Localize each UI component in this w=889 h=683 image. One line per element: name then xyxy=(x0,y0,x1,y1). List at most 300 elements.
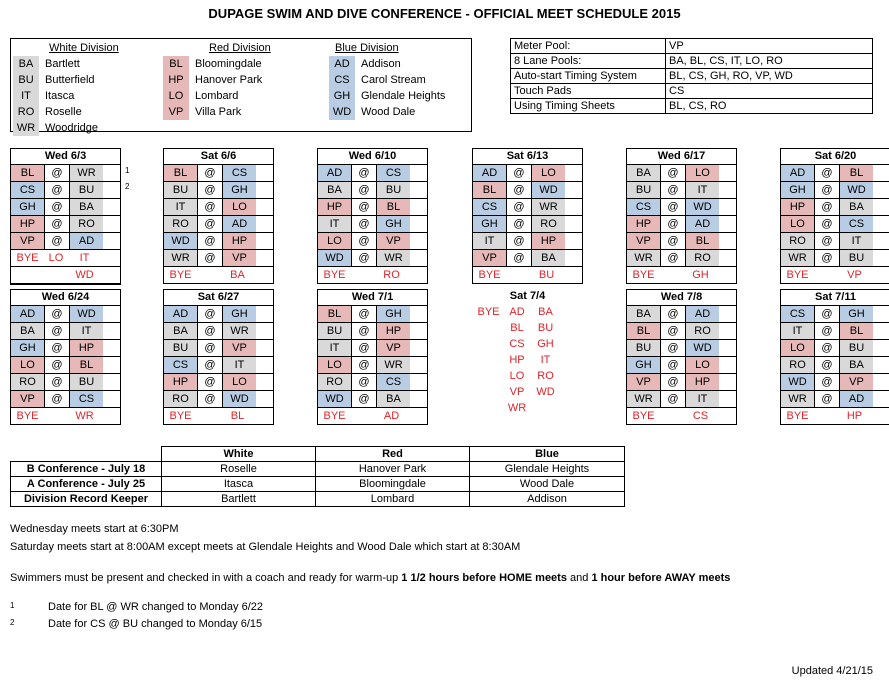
meet-team: VP xyxy=(377,233,410,249)
meet-team: VP xyxy=(377,340,410,356)
meet-at: @ xyxy=(507,216,532,232)
team-abbr: WR xyxy=(13,120,39,136)
meet-team: CS xyxy=(473,199,507,215)
meet-row xyxy=(318,323,427,340)
meet-at: LO xyxy=(48,252,64,264)
meet-row xyxy=(11,165,120,182)
meet-at: @ xyxy=(661,306,686,322)
meet-team: BU xyxy=(537,322,554,334)
meet-row xyxy=(11,199,120,216)
meet-team: WR xyxy=(164,250,198,266)
meet-team: BYE xyxy=(632,410,655,422)
legend-team xyxy=(163,104,313,120)
meet-team: AD xyxy=(686,306,719,322)
meet-team: WD xyxy=(223,391,256,407)
conference-label: Division Record Keeper xyxy=(11,492,162,507)
facility-row xyxy=(511,39,873,54)
meet-at: AD xyxy=(509,306,525,318)
meet-team: HP xyxy=(686,374,719,390)
meet-row xyxy=(164,357,273,374)
meet-row xyxy=(11,250,120,267)
meet-team: CS xyxy=(627,199,661,215)
meet-team: RO xyxy=(781,357,815,373)
meet-row xyxy=(781,357,889,374)
meet-row xyxy=(781,408,889,424)
meet-team: WR xyxy=(377,250,410,266)
meet-at xyxy=(814,408,838,424)
meet-team: WR xyxy=(532,199,565,215)
meet-row xyxy=(472,368,583,384)
week-date: Wed 6/3 xyxy=(11,149,120,165)
division-legend xyxy=(10,38,472,132)
meet-team xyxy=(11,267,44,283)
legend-team xyxy=(163,88,313,104)
meet-team: IT xyxy=(318,340,352,356)
week-schedule xyxy=(163,289,274,425)
meet-team: IT xyxy=(318,216,352,232)
meet-team: LO xyxy=(781,216,815,232)
meet-row xyxy=(473,199,582,216)
meet-row xyxy=(472,336,583,352)
meet-row xyxy=(11,391,120,408)
conference-value: Hanover Park xyxy=(316,462,470,477)
meet-row xyxy=(318,165,427,182)
meet-row xyxy=(473,267,582,283)
meet-row xyxy=(781,165,889,182)
meet-team: BU xyxy=(164,340,198,356)
meet-team: IT xyxy=(473,233,507,249)
meet-at: @ xyxy=(815,233,840,249)
week-schedule xyxy=(10,148,130,285)
facility-value: CS xyxy=(666,84,873,99)
meet-team: BYE xyxy=(16,252,39,264)
meet-team: BA xyxy=(377,391,410,407)
meet-at: @ xyxy=(352,216,377,232)
meet-team: IT xyxy=(686,391,719,407)
meet-at xyxy=(660,267,684,283)
conference-label: A Conference - July 25 xyxy=(11,477,162,492)
meet-team: BYE xyxy=(478,269,501,281)
meet-team: VP xyxy=(223,250,256,266)
team-abbr: HP xyxy=(163,72,189,88)
week-schedule xyxy=(780,289,889,425)
meet-row xyxy=(627,408,736,424)
meet-team: VP xyxy=(11,233,45,249)
meet-team: AD xyxy=(473,165,507,181)
warmup-away: 1 hour before AWAY meets xyxy=(591,572,731,584)
legend-team xyxy=(13,56,153,72)
legend-team xyxy=(329,104,469,120)
team-name: Addison xyxy=(361,58,401,70)
team-name: Glendale Heights xyxy=(361,90,446,102)
meet-team: BU xyxy=(70,374,103,390)
meet-team: VP xyxy=(840,374,873,390)
team-abbr: CS xyxy=(329,72,355,88)
meet-team: BA xyxy=(164,323,198,339)
legend-team xyxy=(329,56,469,72)
week-schedule xyxy=(10,289,121,425)
meet-at: @ xyxy=(815,250,840,266)
footnote-2 xyxy=(10,618,263,630)
team-name: Wood Dale xyxy=(361,106,416,118)
meet-team: AD xyxy=(840,391,873,407)
meet-team: IT xyxy=(70,323,103,339)
meet-team: CS xyxy=(70,391,103,407)
meet-at: @ xyxy=(661,165,686,181)
meet-team: GH xyxy=(223,306,256,322)
warmup-note xyxy=(10,572,730,584)
meet-row xyxy=(627,374,736,391)
meet-team: WD xyxy=(318,250,352,266)
meet-row xyxy=(627,250,736,267)
meet-team: BA xyxy=(230,269,245,281)
meet-team: BU xyxy=(377,182,410,198)
meet-at: @ xyxy=(661,391,686,407)
meet-team: GH xyxy=(473,216,507,232)
meet-at: @ xyxy=(198,182,223,198)
meet-team: BYE xyxy=(16,410,39,422)
meet-at: @ xyxy=(352,199,377,215)
week-date: Sat 7/11 xyxy=(781,290,889,306)
warmup-prefix: Swimmers must be present and checked in with a coach and ready for warm-up xyxy=(10,572,402,584)
meet-at: @ xyxy=(198,165,223,181)
meet-team: LO xyxy=(223,374,256,390)
meet-at: @ xyxy=(815,165,840,181)
meet-team xyxy=(472,368,505,384)
meet-team: IT xyxy=(781,323,815,339)
team-name: Lombard xyxy=(195,90,239,102)
week-date: Wed 6/10 xyxy=(318,149,427,165)
week-date: Wed 6/17 xyxy=(627,149,736,165)
meet-team: CS xyxy=(164,357,198,373)
facility-row xyxy=(511,54,873,69)
meet-team: BL xyxy=(230,410,245,422)
meet-at xyxy=(506,267,530,283)
week-date: Sat 6/13 xyxy=(473,149,582,165)
meet-team: IT xyxy=(686,182,719,198)
meet-team: BYE xyxy=(323,269,346,281)
meet-team: LO xyxy=(686,165,719,181)
meet-team: HP xyxy=(70,340,103,356)
team-abbr: AD xyxy=(329,56,355,72)
meet-at: @ xyxy=(198,233,223,249)
meet-team: GH xyxy=(11,340,45,356)
meet-team: WR xyxy=(781,391,815,407)
meet-team: HP xyxy=(11,216,45,232)
meet-at: @ xyxy=(661,233,686,249)
meet-at: @ xyxy=(661,323,686,339)
legend-team xyxy=(163,56,313,72)
meet-team: AD xyxy=(781,165,815,181)
meet-at: LO xyxy=(509,370,525,382)
meet-team: HP xyxy=(532,233,565,249)
meet-team: BL xyxy=(164,165,198,181)
meet-team: RO xyxy=(383,269,400,281)
facility-row xyxy=(511,99,873,114)
week-schedule xyxy=(780,148,889,284)
meet-team: LO xyxy=(686,357,719,373)
week-date: Wed 7/8 xyxy=(627,290,736,306)
meet-team: WD xyxy=(164,233,198,249)
meet-team: WD xyxy=(75,269,94,281)
meet-at: @ xyxy=(45,323,70,339)
meet-row xyxy=(781,233,889,250)
meet-team: WR xyxy=(627,250,661,266)
meet-team: CS xyxy=(223,165,256,181)
meet-team: RO xyxy=(781,233,815,249)
team-name: Villa Park xyxy=(195,106,242,118)
meet-row xyxy=(164,250,273,267)
facility-label: Touch Pads xyxy=(511,84,666,99)
meet-team: BL xyxy=(840,165,873,181)
meet-team: IT xyxy=(223,357,256,373)
meet-at: @ xyxy=(45,306,70,322)
legend-team xyxy=(13,120,153,136)
meet-row xyxy=(781,216,889,233)
meet-team: BYE xyxy=(169,269,192,281)
meet-team: BL xyxy=(318,306,352,322)
meet-row xyxy=(164,374,273,391)
meet-team: GH xyxy=(223,182,256,198)
conf-header-blue: Blue xyxy=(470,447,625,462)
meet-at: @ xyxy=(507,165,532,181)
meet-at: @ xyxy=(198,340,223,356)
meet-team xyxy=(472,320,505,336)
meet-team: VP xyxy=(627,233,661,249)
facility-value: VP xyxy=(666,39,873,54)
meet-row xyxy=(781,199,889,216)
meet-at: @ xyxy=(815,391,840,407)
meet-team: LO xyxy=(318,357,352,373)
meet-team: WD xyxy=(686,340,719,356)
meet-team: BA xyxy=(538,306,553,318)
meet-row xyxy=(318,199,427,216)
meet-at: @ xyxy=(815,357,840,373)
meet-team: VP xyxy=(627,374,661,390)
team-name: Bloomingdale xyxy=(195,58,262,70)
meet-team: BU xyxy=(318,323,352,339)
meet-team: IT xyxy=(164,199,198,215)
meet-at: @ xyxy=(352,357,377,373)
meet-at: @ xyxy=(661,250,686,266)
meet-at: @ xyxy=(352,340,377,356)
meet-team xyxy=(529,400,562,416)
meet-team: IT xyxy=(79,252,90,264)
conf-header-white: White xyxy=(162,447,316,462)
meet-at: @ xyxy=(352,165,377,181)
meet-team: IT xyxy=(840,233,873,249)
meet-at: @ xyxy=(815,323,840,339)
week-date: Wed 7/1 xyxy=(318,290,427,306)
meet-row xyxy=(11,374,120,391)
meet-team: WD xyxy=(532,182,565,198)
meet-team: CS xyxy=(781,306,815,322)
meet-at: @ xyxy=(815,306,840,322)
meet-team: WR xyxy=(223,323,256,339)
meet-team: RO xyxy=(532,216,565,232)
meet-at: @ xyxy=(45,165,70,181)
meet-row xyxy=(781,306,889,323)
meet-row xyxy=(472,384,583,400)
meet-team: BA xyxy=(318,182,352,198)
meet-team: VP xyxy=(11,391,45,407)
team-abbr: IT xyxy=(13,88,39,104)
meet-team: BYE xyxy=(786,410,809,422)
meet-team: CS xyxy=(840,216,873,232)
meet-at: @ xyxy=(198,357,223,373)
meet-at: CS xyxy=(509,338,525,350)
footnote-1-num: 1 xyxy=(10,601,15,610)
meet-row xyxy=(627,323,736,340)
meet-row xyxy=(318,374,427,391)
meet-team: WD xyxy=(686,199,719,215)
meet-team: BYE xyxy=(169,410,192,422)
meet-row xyxy=(473,216,582,233)
legend-team xyxy=(13,88,153,104)
meet-row xyxy=(318,182,427,199)
meet-at: @ xyxy=(198,216,223,232)
saturday-start-note: Saturday meets start at 8:00AM except meets at Glendale Heights and Wood Dale which start at 8:30AM xyxy=(10,541,521,553)
meet-row xyxy=(318,267,427,283)
meet-at: @ xyxy=(45,357,70,373)
meet-row xyxy=(781,182,889,199)
meet-row xyxy=(781,374,889,391)
meet-team: AD xyxy=(223,216,256,232)
meet-team: BA xyxy=(627,165,661,181)
meet-at: @ xyxy=(198,250,223,266)
meet-team: BL xyxy=(377,199,410,215)
meet-team: LO xyxy=(11,357,45,373)
meet-team: HP xyxy=(846,410,863,422)
meet-row xyxy=(318,340,427,357)
meet-row xyxy=(164,182,273,199)
team-name: Butterfield xyxy=(45,74,95,86)
meet-team: CS xyxy=(377,374,410,390)
meet-row xyxy=(781,391,889,408)
meet-row xyxy=(627,216,736,233)
week-date: Sat 7/4 xyxy=(509,290,546,302)
meet-row xyxy=(472,400,583,416)
meet-row xyxy=(164,267,273,283)
meet-at: @ xyxy=(352,323,377,339)
facility-label: Meter Pool: xyxy=(511,39,666,54)
meet-team: WR xyxy=(70,165,103,181)
conference-value: Addison xyxy=(470,492,625,507)
meet-team xyxy=(472,336,505,352)
meet-team: LO xyxy=(781,340,815,356)
meet-at: @ xyxy=(815,199,840,215)
footnote-1-text: Date for BL @ WR changed to Monday 6/22 xyxy=(48,601,263,613)
meet-row xyxy=(781,340,889,357)
meet-team: GH xyxy=(627,357,661,373)
meet-team: CS xyxy=(11,182,45,198)
meet-row xyxy=(11,267,120,284)
meet-at: @ xyxy=(661,199,686,215)
warmup-mid: and xyxy=(566,572,592,584)
meet-team: AD xyxy=(11,306,45,322)
meet-at: @ xyxy=(352,233,377,249)
meet-row xyxy=(164,340,273,357)
meet-at: @ xyxy=(198,391,223,407)
meet-team: LO xyxy=(223,199,256,215)
meet-team: HP xyxy=(223,233,256,249)
meet-at: @ xyxy=(45,374,70,390)
meet-team: BL xyxy=(627,323,661,339)
meet-team: WR xyxy=(627,391,661,407)
meet-team: WD xyxy=(318,391,352,407)
week-date: Sat 6/27 xyxy=(164,290,273,306)
meet-at: @ xyxy=(198,323,223,339)
conference-table xyxy=(10,446,625,507)
meet-row xyxy=(318,357,427,374)
page-title: DUPAGE SWIM AND DIVE CONFERENCE - OFFICIAL MEET SCHEDULE 2015 xyxy=(208,6,681,21)
meet-team: BL xyxy=(686,233,719,249)
meet-row xyxy=(318,408,427,424)
meet-team: RO xyxy=(164,391,198,407)
meet-row xyxy=(164,306,273,323)
team-abbr: LO xyxy=(163,88,189,104)
meet-at: @ xyxy=(45,182,70,198)
facility-row xyxy=(511,69,873,84)
facility-value: BL, CS, GH, RO, VP, WD xyxy=(666,69,873,84)
meet-team: BA xyxy=(840,357,873,373)
red-division xyxy=(163,40,313,120)
meet-team: BL xyxy=(70,357,103,373)
meet-row xyxy=(318,233,427,250)
meet-at xyxy=(197,408,221,424)
meet-team: HP xyxy=(781,199,815,215)
team-name: Carol Stream xyxy=(361,74,426,86)
meet-row xyxy=(473,182,582,199)
meet-team: BA xyxy=(70,199,103,215)
week-schedule xyxy=(317,148,428,284)
meet-at: @ xyxy=(45,233,70,249)
meet-team: RO xyxy=(686,323,719,339)
meet-team: WD xyxy=(840,182,873,198)
meet-at: @ xyxy=(661,182,686,198)
footnote-marker: 1 xyxy=(125,166,130,175)
meet-team: BA xyxy=(11,323,45,339)
meet-team: RO xyxy=(70,216,103,232)
team-abbr: BU xyxy=(13,72,39,88)
team-abbr: VP xyxy=(163,104,189,120)
meet-at xyxy=(44,408,68,424)
legend-team xyxy=(163,72,313,88)
team-abbr: BA xyxy=(13,56,39,72)
meet-team: BL xyxy=(840,323,873,339)
meet-at: @ xyxy=(661,340,686,356)
meet-team: VP xyxy=(847,269,862,281)
meet-row xyxy=(473,233,582,250)
meet-at: @ xyxy=(815,374,840,390)
facility-label: Auto-start Timing System xyxy=(511,69,666,84)
meet-team: BA xyxy=(532,250,565,266)
conference-value: Lombard xyxy=(316,492,470,507)
meet-row xyxy=(627,306,736,323)
meet-at: @ xyxy=(815,216,840,232)
meet-row xyxy=(11,340,120,357)
meet-row xyxy=(627,199,736,216)
week-schedule xyxy=(472,289,583,416)
legend-team xyxy=(13,72,153,88)
team-abbr: WD xyxy=(329,104,355,120)
team-abbr: BL xyxy=(163,56,189,72)
conference-value: Glendale Heights xyxy=(470,462,625,477)
conference-value: Bloomingdale xyxy=(316,477,470,492)
team-abbr: GH xyxy=(329,88,355,104)
meet-row xyxy=(164,216,273,233)
meet-team: AD xyxy=(383,410,400,422)
